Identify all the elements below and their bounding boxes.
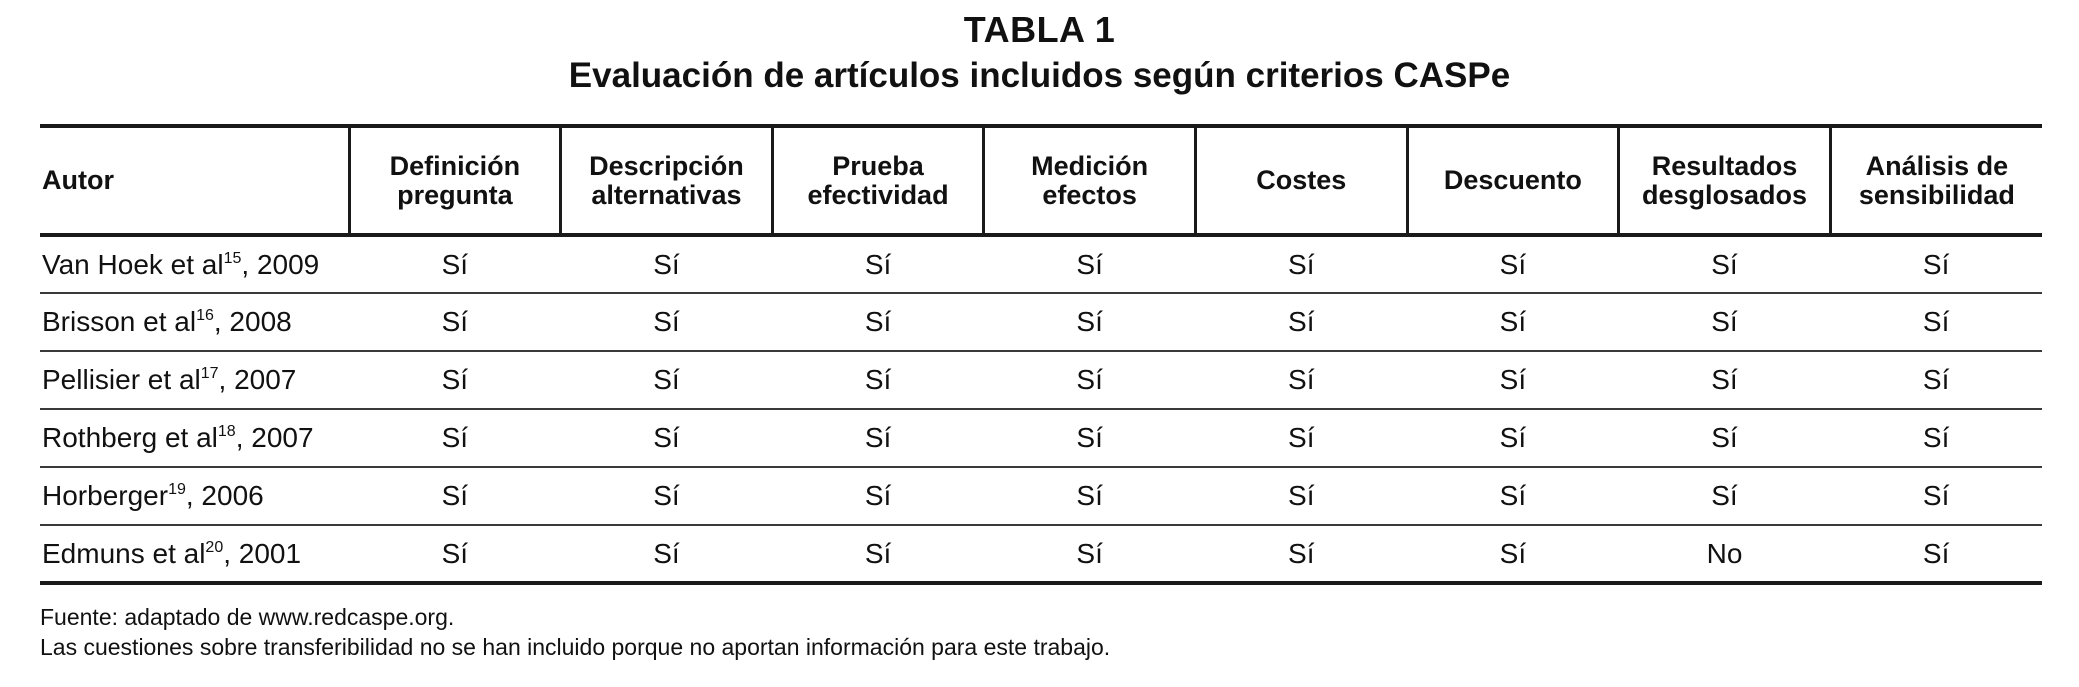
- criterion-value-cell: Sí: [1619, 293, 1831, 351]
- column-header-line: desglosados: [1641, 179, 1808, 210]
- author-name: Horberger: [42, 480, 169, 511]
- column-header-line: Prueba: [832, 150, 924, 181]
- table-caption: [0, 8, 2079, 98]
- publication-year: , 2006: [185, 480, 264, 511]
- criterion-value-cell: Sí: [772, 235, 984, 293]
- column-header-line: pregunta: [397, 179, 513, 210]
- author-cell: [40, 235, 349, 293]
- author-name: Rothberg et al: [42, 422, 218, 453]
- table-body: [40, 235, 2042, 583]
- reference-number: 17: [200, 365, 219, 382]
- criterion-value-cell: Sí: [349, 351, 561, 409]
- header-row: [40, 126, 2042, 235]
- table-footnotes: [40, 602, 1110, 662]
- column-header-line: Análisis de: [1865, 150, 2009, 181]
- reference-number: 15: [223, 249, 242, 267]
- criterion-value-cell: Sí: [561, 235, 773, 293]
- author-cell: [40, 409, 349, 467]
- publication-year: , 2009: [241, 248, 320, 280]
- criterion-value-cell: Sí: [984, 293, 1196, 351]
- transferability-note: Las cuestiones sobre transferibilidad no se han incluido porque no aportan información para este trabajo.: [40, 634, 1111, 660]
- criterion-value-cell: Sí: [349, 525, 561, 583]
- column-header-line: sensibilidad: [1858, 179, 2015, 210]
- column-header: [1619, 126, 1831, 235]
- reference-number: 16: [196, 307, 214, 324]
- criterion-value-cell: Sí: [1195, 235, 1407, 293]
- column-header-line: Definición: [389, 150, 521, 181]
- criterion-value-cell: Sí: [349, 235, 561, 293]
- table-title: Evaluación de artículos incluidos según criterios CASPe: [568, 56, 1511, 95]
- criterion-value-cell: Sí: [561, 525, 773, 583]
- criterion-value-cell: Sí: [772, 525, 984, 583]
- criterion-value-cell: Sí: [1407, 467, 1619, 525]
- criterion-value-cell: Sí: [984, 525, 1196, 583]
- criterion-value-cell: Sí: [1830, 293, 2042, 351]
- criterion-value-cell: Sí: [772, 351, 984, 409]
- reference-number: 19: [168, 481, 186, 498]
- criterion-value-cell: Sí: [772, 467, 984, 525]
- criterion-value-cell: Sí: [1407, 235, 1619, 293]
- column-header: [1407, 126, 1619, 235]
- author-cell: [40, 467, 349, 525]
- table-row: [40, 293, 2042, 351]
- author-cell: [40, 351, 349, 409]
- author-name: Edmuns et al: [42, 537, 206, 569]
- criterion-value-cell: Sí: [1195, 525, 1407, 583]
- criterion-value-cell: Sí: [1619, 467, 1831, 525]
- criterion-value-cell: Sí: [1830, 525, 2042, 583]
- criterion-value-cell: Sí: [1830, 467, 2042, 525]
- criterion-value-cell: Sí: [1195, 293, 1407, 351]
- author-cell: [40, 293, 349, 351]
- table-header: [40, 126, 2042, 235]
- criterion-value-cell: Sí: [772, 293, 984, 351]
- reference-number: 18: [217, 423, 236, 440]
- column-header-autor: Autor: [40, 126, 349, 235]
- column-header-line: Resultados: [1651, 150, 1798, 181]
- column-header: [772, 126, 984, 235]
- column-header-line: alternativas: [591, 179, 742, 210]
- table-number: TABLA 1: [963, 9, 1116, 50]
- criterion-value-cell: No: [1619, 525, 1831, 583]
- criterion-value-cell: Sí: [1195, 409, 1407, 467]
- caspe-evaluation-table: [40, 124, 2042, 585]
- criterion-value-cell: Sí: [984, 467, 1196, 525]
- publication-year: , 2007: [235, 422, 314, 453]
- criterion-value-cell: Sí: [561, 351, 773, 409]
- criterion-value-cell: Sí: [1619, 351, 1831, 409]
- criterion-value-cell: Sí: [1830, 235, 2042, 293]
- source-note: Fuente: adaptado de www.redcaspe.org.: [40, 604, 455, 630]
- publication-year: , 2001: [223, 537, 302, 569]
- author-name: Brisson et al: [42, 306, 197, 337]
- column-header-line: Medición: [1031, 150, 1149, 181]
- column-header: [561, 126, 773, 235]
- publication-year: , 2007: [218, 364, 297, 395]
- criterion-value-cell: Sí: [1619, 235, 1831, 293]
- criterion-value-cell: Sí: [1830, 351, 2042, 409]
- column-header-line: Costes: [1256, 165, 1347, 195]
- column-header: [1195, 126, 1407, 235]
- criterion-value-cell: Sí: [984, 235, 1196, 293]
- column-header: [349, 126, 561, 235]
- column-header-line: Descripción: [589, 150, 744, 181]
- criterion-value-cell: Sí: [1407, 409, 1619, 467]
- author-name: Pellisier et al: [42, 364, 201, 395]
- column-header: [1830, 126, 2042, 235]
- criterion-value-cell: Sí: [1830, 409, 2042, 467]
- criterion-value-cell: Sí: [1619, 409, 1831, 467]
- criterion-value-cell: Sí: [984, 409, 1196, 467]
- table-row: [40, 467, 2042, 525]
- criterion-value-cell: Sí: [349, 467, 561, 525]
- criterion-value-cell: Sí: [1195, 467, 1407, 525]
- reference-number: 20: [205, 538, 224, 556]
- author-name: Van Hoek et al: [42, 248, 224, 280]
- criterion-value-cell: Sí: [772, 409, 984, 467]
- column-header-line: efectividad: [807, 179, 949, 210]
- criterion-value-cell: Sí: [1407, 293, 1619, 351]
- author-cell: [40, 525, 349, 583]
- criterion-value-cell: Sí: [561, 467, 773, 525]
- table-row: [40, 351, 2042, 409]
- column-header-line: Descuento: [1443, 165, 1582, 195]
- criterion-value-cell: Sí: [561, 293, 773, 351]
- criterion-value-cell: Sí: [1407, 351, 1619, 409]
- table-row: [40, 235, 2042, 293]
- publication-year: , 2008: [213, 306, 292, 337]
- criterion-value-cell: Sí: [1407, 525, 1619, 583]
- criterion-value-cell: Sí: [1195, 351, 1407, 409]
- criterion-value-cell: Sí: [984, 351, 1196, 409]
- table-row: [40, 409, 2042, 467]
- column-header-line: efectos: [1042, 179, 1137, 210]
- criterion-value-cell: Sí: [349, 293, 561, 351]
- column-header: [984, 126, 1196, 235]
- criterion-value-cell: Sí: [561, 409, 773, 467]
- criterion-value-cell: Sí: [349, 409, 561, 467]
- table-row: [40, 525, 2042, 583]
